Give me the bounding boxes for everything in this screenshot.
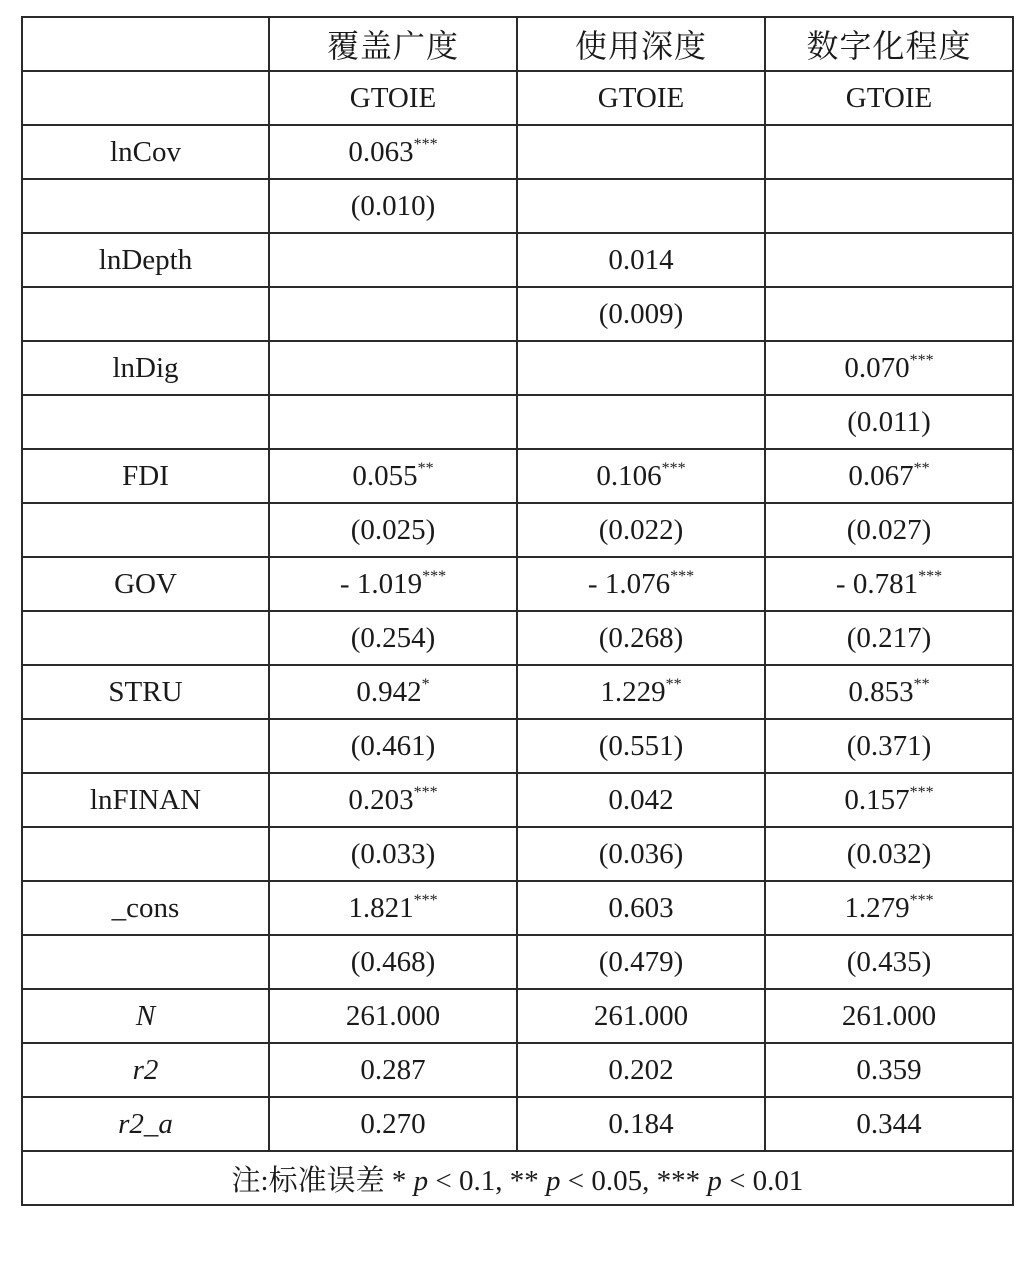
variable-label [22,287,269,341]
significance-stars: ** [665,675,682,693]
coefficient-value: (0.461) [350,729,436,762]
variable-label [22,935,269,989]
value-cell [765,989,1013,1043]
value-cell [765,827,1013,881]
coefficient-value: 0.014 [608,243,674,276]
coefficient-value: (0.025) [350,513,436,546]
coefficient-value: (0.468) [350,945,436,978]
significance-stars: *** [909,783,934,801]
value-cell [517,719,765,773]
value-cell [269,1043,517,1097]
value-cell [269,395,517,449]
variable-label [22,395,269,449]
coefficient-value: - 1.019 [339,567,423,600]
variable-label [22,179,269,233]
dep-var-cell-empty [22,71,269,125]
coefficient-value: 0.042 [608,783,674,816]
coefficient-value: 261.000 [593,999,689,1032]
coefficient-value: (0.268) [598,621,684,654]
value-cell [269,719,517,773]
value-cell [765,503,1013,557]
significance-stars: *** [422,567,447,585]
value-cell [517,827,765,881]
table-row [22,611,1013,665]
value-cell [517,557,765,611]
value-cell [517,395,765,449]
coefficient-value: 0.106 [596,459,662,492]
coefficient-value: (0.010) [350,189,436,222]
coefficient-value: 0.063 [348,135,414,168]
value-cell [517,179,765,233]
value-cell [269,503,517,557]
table-row [22,557,1013,611]
variable-label: _cons [22,881,269,935]
coefficient-value: - 1.076 [587,567,671,600]
value-cell [517,503,765,557]
table-row [22,881,1013,935]
value-cell [269,881,517,935]
header-cell-digitization: 数字化程度 [765,17,1013,71]
coefficient-value: 0.184 [608,1107,674,1140]
regression-table [21,16,1014,1206]
coefficient-value: 0.942 [356,675,422,708]
value-cell [765,341,1013,395]
coefficient-value: 0.359 [856,1053,922,1086]
value-cell [517,989,765,1043]
coefficient-value: 1.821 [348,891,414,924]
value-cell [517,233,765,287]
value-cell [269,341,517,395]
coefficient-value: 0.055 [352,459,418,492]
table-row [22,287,1013,341]
value-cell [765,1097,1013,1151]
value-cell [269,773,517,827]
note-text: < 0.05, *** [560,1164,708,1197]
coefficient-value: 1.229 [600,675,666,708]
value-cell [269,989,517,1043]
value-cell [765,719,1013,773]
variable-label: STRU [22,665,269,719]
value-cell [517,341,765,395]
coefficient-value: (0.033) [350,837,436,870]
value-cell [269,665,517,719]
value-cell [765,1043,1013,1097]
value-cell [765,773,1013,827]
value-cell [269,125,517,179]
value-cell [765,179,1013,233]
variable-label: GOV [22,557,269,611]
variable-label [22,611,269,665]
table-row [22,395,1013,449]
value-cell [517,665,765,719]
significance-stars: *** [413,783,438,801]
coefficient-value: (0.479) [598,945,684,978]
coefficient-value: (0.011) [847,405,931,438]
value-cell [269,827,517,881]
value-cell [765,287,1013,341]
variable-label: lnDig [22,341,269,395]
coefficient-value: 0.157 [844,783,910,816]
coefficient-value: (0.371) [846,729,932,762]
value-cell [517,935,765,989]
value-cell [269,449,517,503]
table-row [22,449,1013,503]
significance-stars: *** [909,891,934,909]
value-cell [765,395,1013,449]
variable-label: lnFINAN [22,773,269,827]
table-row [22,503,1013,557]
coefficient-value: (0.217) [846,621,932,654]
coefficient-value: (0.027) [846,513,932,546]
table-row [22,989,1013,1043]
table-row [22,773,1013,827]
variable-label: lnCov [22,125,269,179]
value-cell [269,287,517,341]
coefficient-value: (0.254) [350,621,436,654]
value-cell [269,557,517,611]
note-p-symbol: p [413,1164,429,1197]
note-text: 注:标准误差 * [231,1164,414,1197]
value-cell [765,449,1013,503]
header-cell-empty [22,17,269,71]
variable-label: FDI [22,449,269,503]
value-cell [517,125,765,179]
variable-label [22,827,269,881]
significance-stars: *** [413,135,438,153]
value-cell [765,125,1013,179]
coefficient-value: 0.203 [348,783,414,816]
coefficient-value: (0.022) [598,513,684,546]
value-cell [517,287,765,341]
coefficient-value: 261.000 [841,999,937,1032]
variable-label [22,503,269,557]
significance-stars: *** [909,351,934,369]
coefficient-value: (0.551) [598,729,684,762]
coefficient-value: - 0.781 [835,567,919,600]
header-cell-coverage: 覆盖广度 [269,17,517,71]
value-cell [765,665,1013,719]
variable-label: N [22,989,269,1043]
note-text: < 0.1, ** [428,1164,546,1197]
note-row [22,1151,1013,1205]
value-cell [765,935,1013,989]
coefficient-value: (0.435) [846,945,932,978]
value-cell [765,233,1013,287]
value-cell [517,1043,765,1097]
value-cell [517,611,765,665]
significance-stars: * [421,675,430,693]
value-cell [269,1097,517,1151]
coefficient-value: 261.000 [345,999,441,1032]
value-cell [517,449,765,503]
coefficient-value: (0.032) [846,837,932,870]
significance-stars: ** [913,459,930,477]
coefficient-value: 0.067 [848,459,914,492]
variable-label: r2_a [22,1097,269,1151]
table-row [22,665,1013,719]
note-p-symbol: p [707,1164,722,1197]
significance-stars: *** [413,891,438,909]
table-note [22,1151,1013,1205]
table-row [22,719,1013,773]
value-cell [765,557,1013,611]
significance-stars: *** [661,459,686,477]
value-cell [765,611,1013,665]
dep-var-cell: GTOIE [269,71,517,125]
regression-table-container [21,16,1014,1206]
variable-label [22,719,269,773]
value-cell [269,935,517,989]
table-row [22,1097,1013,1151]
table-row [22,233,1013,287]
dependent-variable-row [22,71,1013,125]
significance-stars: *** [918,567,943,585]
variable-label: r2 [22,1043,269,1097]
dep-var-cell: GTOIE [765,71,1013,125]
coefficient-value: 0.070 [844,351,910,384]
table-row [22,935,1013,989]
table-row [22,827,1013,881]
dep-var-cell: GTOIE [517,71,765,125]
significance-stars: ** [913,675,930,693]
coefficient-value: (0.036) [598,837,684,870]
value-cell [517,773,765,827]
coefficient-value: 1.279 [844,891,910,924]
table-row [22,125,1013,179]
value-cell [517,1097,765,1151]
header-cell-depth: 使用深度 [517,17,765,71]
table-row [22,1043,1013,1097]
header-row [22,17,1013,71]
value-cell [765,881,1013,935]
coefficient-value: 0.853 [848,675,914,708]
table-row [22,341,1013,395]
note-text: < 0.01 [721,1164,804,1197]
significance-stars: ** [417,459,434,477]
coefficient-value: 0.603 [608,891,674,924]
coefficient-value: (0.009) [598,297,684,330]
note-p-symbol: p [545,1164,561,1197]
variable-label: lnDepth [22,233,269,287]
value-cell [269,179,517,233]
table-body [22,17,1013,1205]
value-cell [269,611,517,665]
coefficient-value: 0.344 [856,1107,922,1140]
significance-stars: *** [670,567,695,585]
table-row [22,179,1013,233]
value-cell [517,881,765,935]
value-cell [269,233,517,287]
coefficient-value: 0.270 [360,1107,426,1140]
coefficient-value: 0.202 [608,1053,674,1086]
coefficient-value: 0.287 [360,1053,426,1086]
